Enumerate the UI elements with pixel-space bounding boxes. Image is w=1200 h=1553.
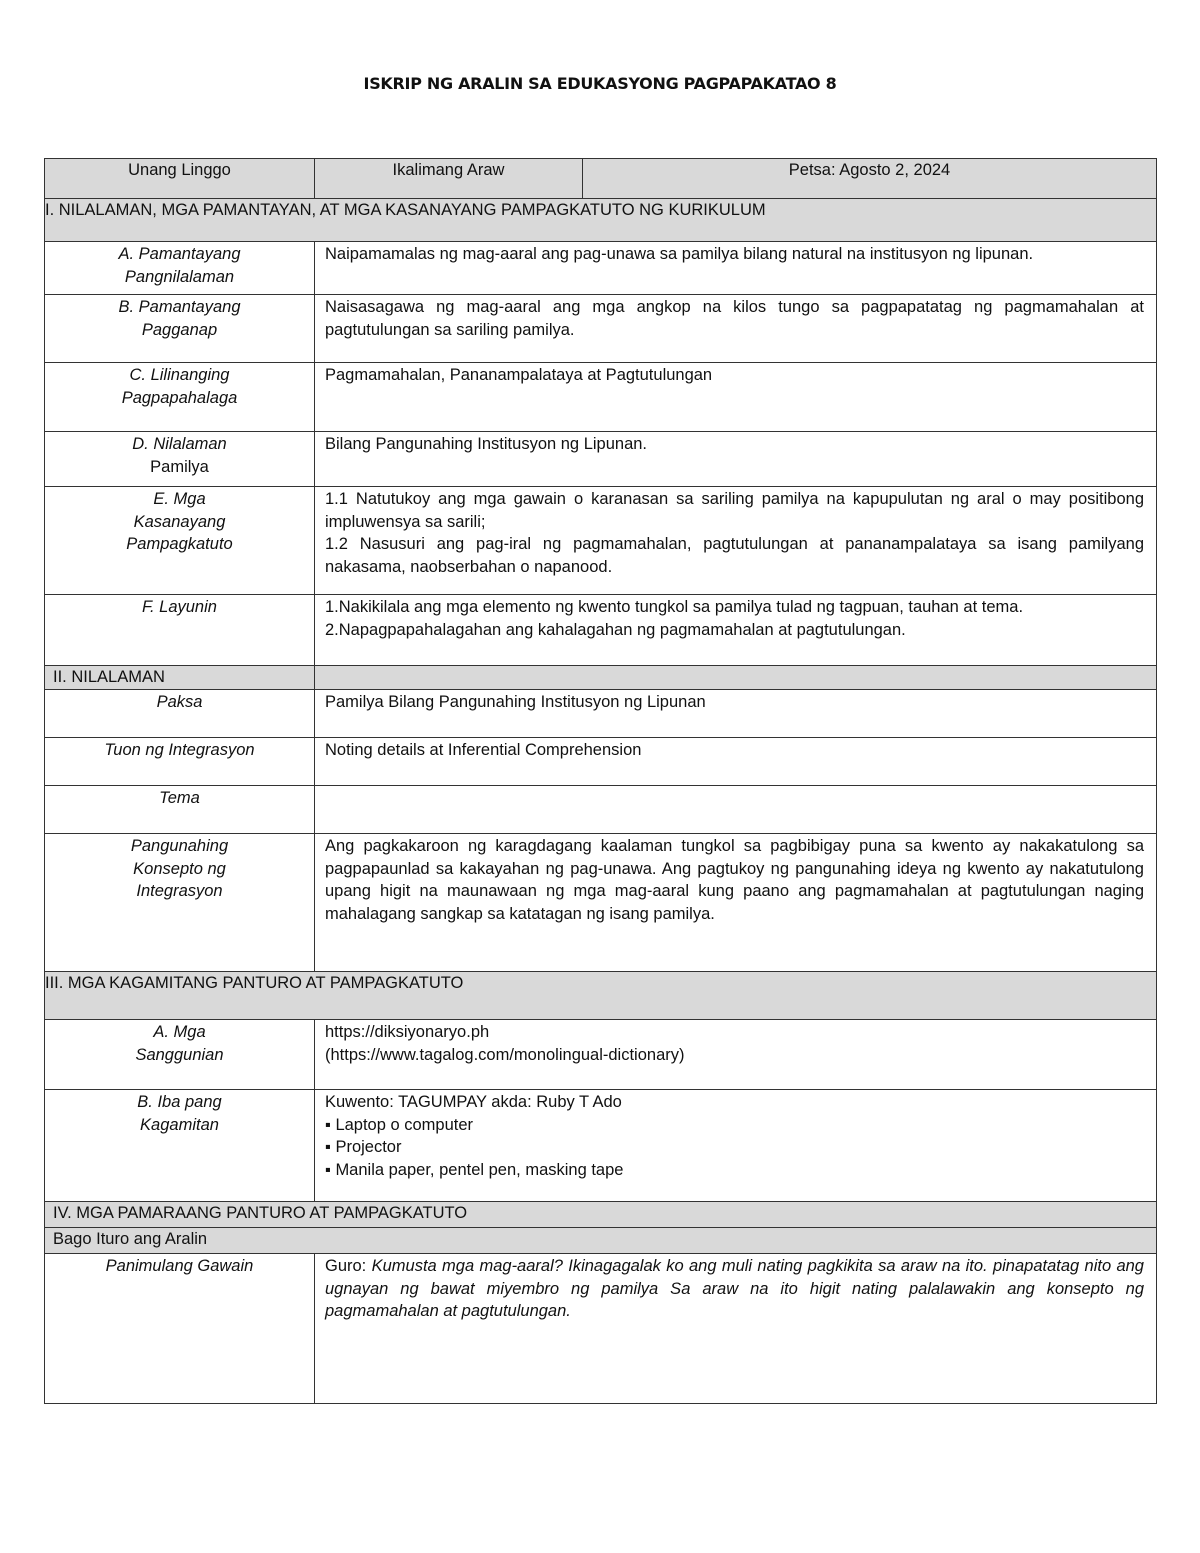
section-heading-2	[45, 666, 1157, 690]
subsection-title: Bago Ituro ang Aralin	[45, 1228, 1157, 1254]
section-title: I. NILALAMAN, MGA PAMANTAYAN, AT MGA KASANAYANG PAMPAGKATUTO NG KURIKULUM	[45, 199, 1157, 242]
competency-line: 1.2 Nasusuri ang pag-iral ng pagmamahalan, pagtutulungan at pananampalataya sa isang pamilyang nakasama, naobserbahan o napanood.	[325, 535, 1144, 576]
competency-line: 1.1 Natutukoy ang mga gawain o karanasan sa sariling pamilya na kapupulutan ng aral o may positibong impluwensya sa sarili;	[325, 490, 1144, 531]
row-label: C. Lilinanging Pagpapahalaga	[45, 363, 315, 432]
teacher-dialogue: Kumusta mga mag-aaral? Ikinagagalak ko ang muli nating pagkikita sa araw na ito. pinapatatag nito ang ugnayan ng bawat miyembro ng pamilya Sa araw na ito higit nating palalawakin ang konsepto ng pagmamahalan at pagtutulungan.	[325, 1257, 1144, 1320]
row-pangunahing-konsepto	[45, 834, 1157, 972]
row-label: Tema	[45, 786, 315, 834]
story-reference: Kuwento: TAGUMPAY akda: Ruby T Ado	[325, 1093, 622, 1111]
row-tema	[45, 786, 1157, 834]
row-value	[315, 487, 1157, 595]
row-label: Paksa	[45, 690, 315, 738]
row-sanggunian	[45, 1020, 1157, 1090]
materials-list	[325, 1114, 1144, 1182]
row-value: Noting details at Inferential Comprehension	[315, 738, 1157, 786]
section-heading-fill	[315, 666, 1157, 690]
section-heading-1	[45, 199, 1157, 242]
row-value	[315, 1090, 1157, 1202]
row-label: E. Mga Kasanayang Pampagkatuto	[45, 487, 315, 595]
section-title: III. MGA KAGAMITANG PANTURO AT PAMPAGKATUTO	[45, 972, 1157, 1020]
row-value	[315, 786, 1157, 834]
objective-line: 2.Napagpapahalagahan ang kahalagahan ng pagmamahalan at pagtutulungan.	[325, 620, 906, 639]
row-value: Bilang Pangunahing Institusyon ng Lipunan.	[315, 432, 1157, 487]
section-heading-4	[45, 1202, 1157, 1228]
row-label: D. Nilalaman Pamilya	[45, 432, 315, 487]
row-panimulang-gawain	[45, 1254, 1157, 1404]
row-tuon-ng-integrasyon	[45, 738, 1157, 786]
row-label: F. Layunin	[45, 595, 315, 666]
row-pamantayang-pangnilalaman	[45, 242, 1157, 295]
row-nilalaman	[45, 432, 1157, 487]
row-label: Pangunahing Konsepto ng Integrasyon	[45, 834, 315, 972]
row-value: Naipamamalas ng mag-aaral ang pag-unawa sa pamilya bilang natural na institusyon ng lipunan.	[315, 242, 1157, 295]
reference-link[interactable]: https://diksiyonaryo.ph	[325, 1023, 490, 1041]
row-label: A. Mga Sanggunian	[45, 1020, 315, 1090]
row-label: Tuon ng Integrasyon	[45, 738, 315, 786]
row-label: B. Iba pang Kagamitan	[45, 1090, 315, 1202]
row-value: Pagmamahalan, Pananampalataya at Pagtutulungan	[315, 363, 1157, 432]
document-title: ISKRIP NG ARALIN SA EDUKASYONG PAGPAPAKATAO 8	[363, 74, 837, 93]
row-value: Pamilya Bilang Pangunahing Institusyon ng Lipunan	[315, 690, 1157, 738]
section-title: IV. MGA PAMARAANG PANTURO AT PAMPAGKATUTO	[45, 1202, 1157, 1228]
row-label: Panimulang Gawain	[45, 1254, 315, 1404]
objective-line: 1.Nakikilala ang mga elemento ng kwento tungkol sa pamilya tulad ng tagpuan, tauhan at tema.	[325, 598, 1024, 616]
row-paksa	[45, 690, 1157, 738]
lesson-plan-table	[44, 158, 1157, 1404]
section-title: II. NILALAMAN	[45, 666, 315, 690]
row-label: A. Pamantayang Pangnilalaman	[45, 242, 315, 295]
list-item: ▪ Laptop o computer	[325, 1114, 1144, 1137]
header-row	[45, 159, 1157, 199]
day-cell: Ikalimang Araw	[315, 159, 583, 199]
row-label: B. Pamantayang Pagganap	[45, 295, 315, 363]
row-kasanayang-pampagkatuto	[45, 487, 1157, 595]
week-cell: Unang Linggo	[45, 159, 315, 199]
date-cell: Petsa: Agosto 2, 2024	[583, 159, 1157, 199]
row-lilinanging-pagpapahalaga	[45, 363, 1157, 432]
list-item: ▪ Projector	[325, 1136, 1144, 1159]
row-value	[315, 595, 1157, 666]
row-pamantayang-pagganap	[45, 295, 1157, 363]
reference-link[interactable]: (https://www.tagalog.com/monolingual-dictionary)	[325, 1045, 685, 1064]
row-value	[315, 1020, 1157, 1090]
section-heading-3	[45, 972, 1157, 1020]
row-value	[315, 1254, 1157, 1404]
row-value: Naisasagawa ng mag-aaral ang mga angkop na kilos tungo sa pagpapatatag ng pagmamahalan at pagtutulungan sa sariling pamilya.	[315, 295, 1157, 363]
row-iba-pang-kagamitan	[45, 1090, 1157, 1202]
list-item: ▪ Manila paper, pentel pen, masking tape	[325, 1159, 1144, 1182]
subsection-heading	[45, 1228, 1157, 1254]
speaker-label: Guro:	[325, 1257, 367, 1275]
row-value: Ang pagkakaroon ng karagdagang kaalaman tungkol sa pagbibigay puna sa kwento ay nakakatulong sa pagpapaunlad sa kakayahan ng pag-unawa. Ang pagtukoy ng pangunahing ideya ng kwento ay nakatutulong upang higit na maunawaan ng mga mag-aaral kung paano ang pagmamahalan at pagtutulungan naging mahalagang sangkap sa katatagan ng isang pamilya.	[315, 834, 1157, 972]
row-layunin	[45, 595, 1157, 666]
